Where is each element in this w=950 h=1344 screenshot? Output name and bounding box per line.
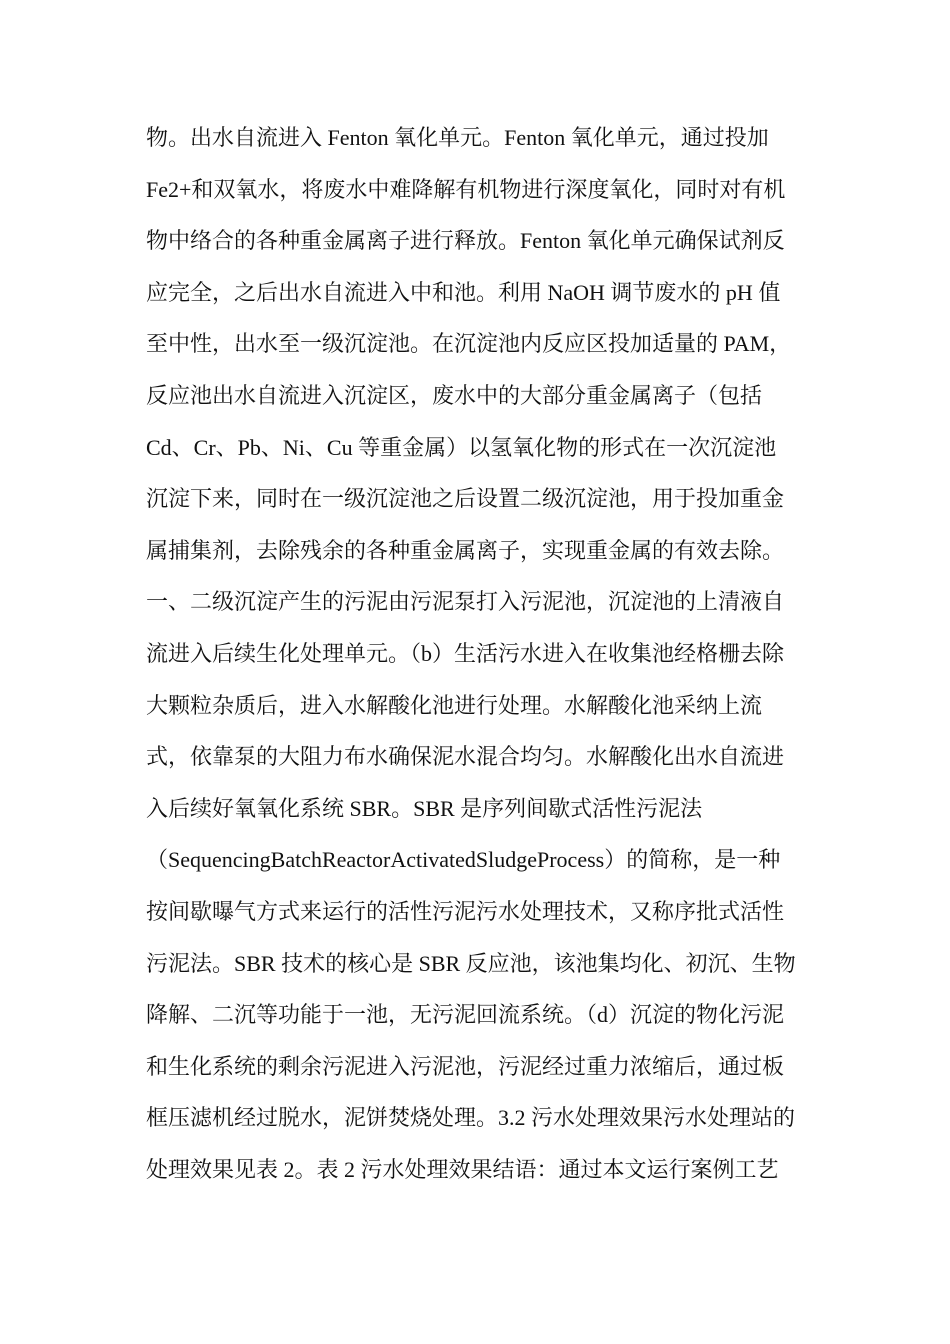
- text-line-12: 大颗粒杂质后，进入水解酸化池进行处理。水解酸化池采纳上流: [146, 692, 763, 718]
- text-line-5: 至中性，出水至一级沉淀池。在沉淀池内反应区投加适量的 PAM，: [146, 331, 792, 357]
- text-line-20: 框压滤机经过脱水，泥饼焚烧处理。3.2 污水处理效果污水处理站的: [146, 1105, 796, 1131]
- text-line-7: Cd、Cr、Pb、Ni、Cu 等重金属）以氢氧化物的形式在一次沉淀池: [146, 434, 777, 460]
- body-text: [146, 112, 826, 1195]
- text-line-2: Fe2+和双氧水，将废水中难降解有机物进行深度氧化，同时对有机: [146, 176, 786, 202]
- text-line-6: 反应池出水自流进入沉淀区，废水中的大部分重金属离子（包括: [146, 382, 763, 408]
- text-line-16: 按间歇曝气方式来运行的活性污泥污水处理技术，又称序批式活性: [146, 898, 785, 924]
- text-line-18: 降解、二沉等功能于一池，无污泥回流系统。（d）沉淀的物化污泥: [146, 1002, 785, 1028]
- text-line-15: （SequencingBatchReactorActivatedSludgeProcess）的简称，是一种: [146, 847, 781, 873]
- text-line-14: 入后续好氧氧化系统 SBR。SBR 是序列间歇式活性污泥法: [146, 795, 703, 821]
- text-line-8: 沉淀下来，同时在一级沉淀池之后设置二级沉淀池，用于投加重金: [146, 486, 785, 512]
- text-line-19: 和生化系统的剩余污泥进入污泥池，污泥经过重力浓缩后，通过板: [146, 1053, 785, 1079]
- text-line-21: 处理效果见表 2。表 2 污水处理效果结语：通过本文运行案例工艺: [146, 1156, 779, 1182]
- text-line-17: 污泥法。SBR 技术的核心是 SBR 反应池，该池集均化、初沉、生物: [146, 950, 796, 976]
- text-line-9: 属捕集剂，去除残余的各种重金属离子，实现重金属的有效去除。: [146, 537, 785, 563]
- text-line-4: 应完全，之后出水自流进入中和池。利用 NaOH 调节废水的 pH 值: [146, 279, 781, 305]
- text-line-10: 一、二级沉淀产生的污泥由污泥泵打入污泥池，沉淀池的上清液自: [146, 589, 785, 615]
- text-line-3: 物中络合的各种重金属离子进行释放。Fenton 氧化单元确保试剂反: [146, 228, 785, 254]
- text-line-13: 式，依靠泵的大阻力布水确保泥水混合均匀。水解酸化出水自流进: [146, 744, 785, 770]
- text-line-1: 物。出水自流进入 Fenton 氧化单元。Fenton 氧化单元，通过投加: [146, 125, 769, 150]
- text-line-11: 流进入后续生化处理单元。（b）生活污水进入在收集池经格栅去除: [146, 640, 785, 666]
